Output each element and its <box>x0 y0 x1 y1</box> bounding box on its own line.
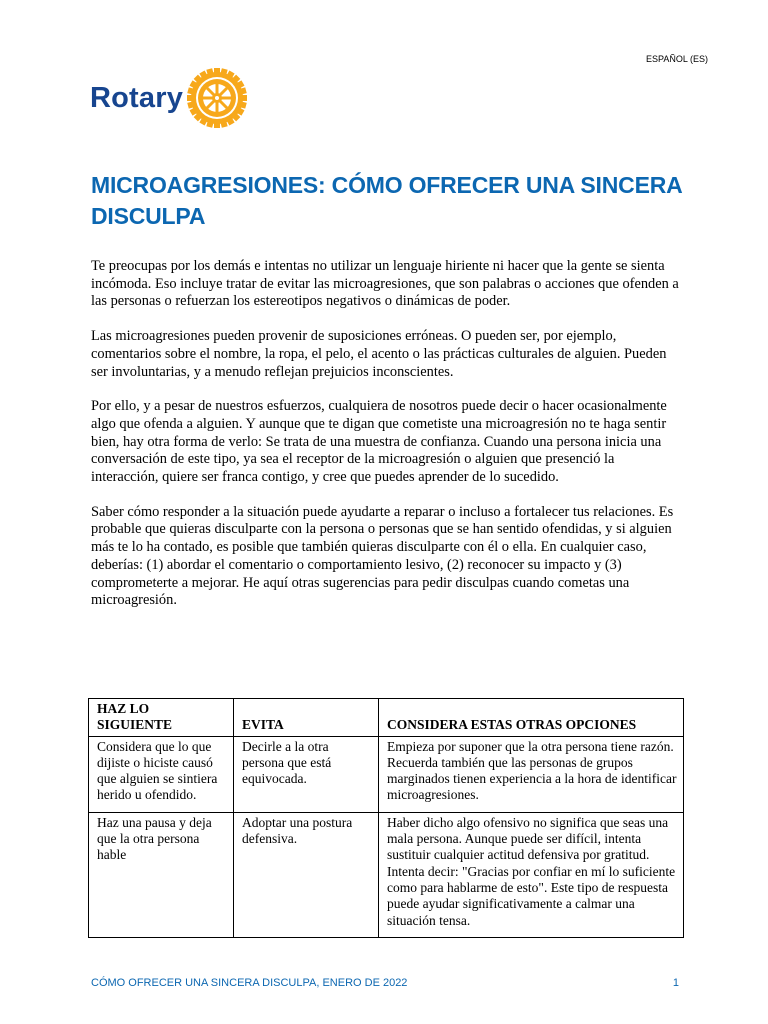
table-cell: Haz una pausa y deja que la otra persona hable <box>89 812 234 937</box>
paragraph: Saber cómo responder a la situación puede ayudarte a reparar o incluso a fortalecer tus relaciones. Es probable que quieras disculparte con la persona o personas que se han sentido ofendidas, y si alguien más te lo ha contado, es posible que también quieras disculparte con él o ella. En cualquier caso, deberías: (1) abordar el comentario o comportamiento lesivo, (2) reconocer su impacto y (3) comprometerte a mejorar. He aquí otras sugerencias para pedir disculpas cuando cometas una microagresión. <box>91 503 674 609</box>
page-footer <box>91 977 679 989</box>
table-header-row <box>89 699 684 737</box>
table-cell: Considera que lo que dijiste o hiciste causó que alguien se sintiera herido u ofendido. <box>89 736 234 812</box>
rotary-wheel-icon <box>187 68 247 128</box>
paragraph: Las microagresiones pueden provenir de suposiciones erróneas. O pueden ser, por ejemplo, comentarios sobre el nombre, la ropa, el pelo, el acento o las prácticas culturales de alguien. Pueden ser involuntarias, y a menudo reflejan prejuicios inconscientes. <box>91 328 667 380</box>
table-row <box>89 812 684 937</box>
table-row <box>89 736 684 812</box>
column-header-consider: CONSIDERA ESTAS OTRAS OPCIONES <box>379 699 684 737</box>
column-header-avoid: EVITA <box>234 699 379 737</box>
table-cell: Decirle a la otra persona que está equivocada. <box>234 736 379 812</box>
suggestions-table <box>88 698 684 938</box>
footer-title: CÓMO OFRECER UNA SINCERA DISCULPA, ENERO DE 2022 <box>91 977 408 989</box>
table-cell: Haber dicho algo ofensivo no significa que seas una mala persona. Aunque puede ser difícil, intenta sustituir cualquier actitud defensiva por gratitud. Intenta decir: "Gracias por confiar en mí lo suficiente como para hablarme de esto". Este tipo de respuesta puede ayudar significativamente a calmar una situación tensa. <box>379 812 684 937</box>
body-text <box>91 258 681 627</box>
rotary-logo <box>90 68 247 128</box>
page-title: MICROAGRESIONES: CÓMO OFRECER UNA SINCERA DISCULPA <box>91 172 682 229</box>
page-number: 1 <box>672 977 679 989</box>
paragraph: Te preocupas por los demás e intentas no utilizar un lenguaje hiriente ni hacer que la gente se sienta incómoda. Eso incluye tratar de evitar las microagresiones, que son palabras o acciones que ofenden a las personas o refuerzan los estereotipos negativos o dinámicas de poder. <box>91 258 679 310</box>
paragraph: Por ello, y a pesar de nuestros esfuerzos, cualquiera de nosotros puede decir o hacer ocasionalmente algo que ofenda a alguien. Y aunque que te digan que cometiste una microagresión no te haga sentir bien, hay otra forma de verlo: Se trata de una muestra de confianza. Cuando una persona inicia una conversación de este tipo, ya sea el receptor de la microagresión o alguien que presenció la interacción, quiere ser franca contigo, y cree que puedes aprender de lo sucedido. <box>91 398 667 486</box>
column-header-do: HAZ LO SIGUIENTE <box>89 699 234 737</box>
language-label: ESPAÑOL (ES) <box>645 54 708 64</box>
table-cell: Empieza por suponer que la otra persona tiene razón. Recuerda también que las personas de grupos marginados tienen experiencia a la hora de identificar microagresiones. <box>379 736 684 812</box>
logo-wordmark: Rotary <box>90 81 184 114</box>
table-cell: Adoptar una postura defensiva. <box>234 812 379 937</box>
